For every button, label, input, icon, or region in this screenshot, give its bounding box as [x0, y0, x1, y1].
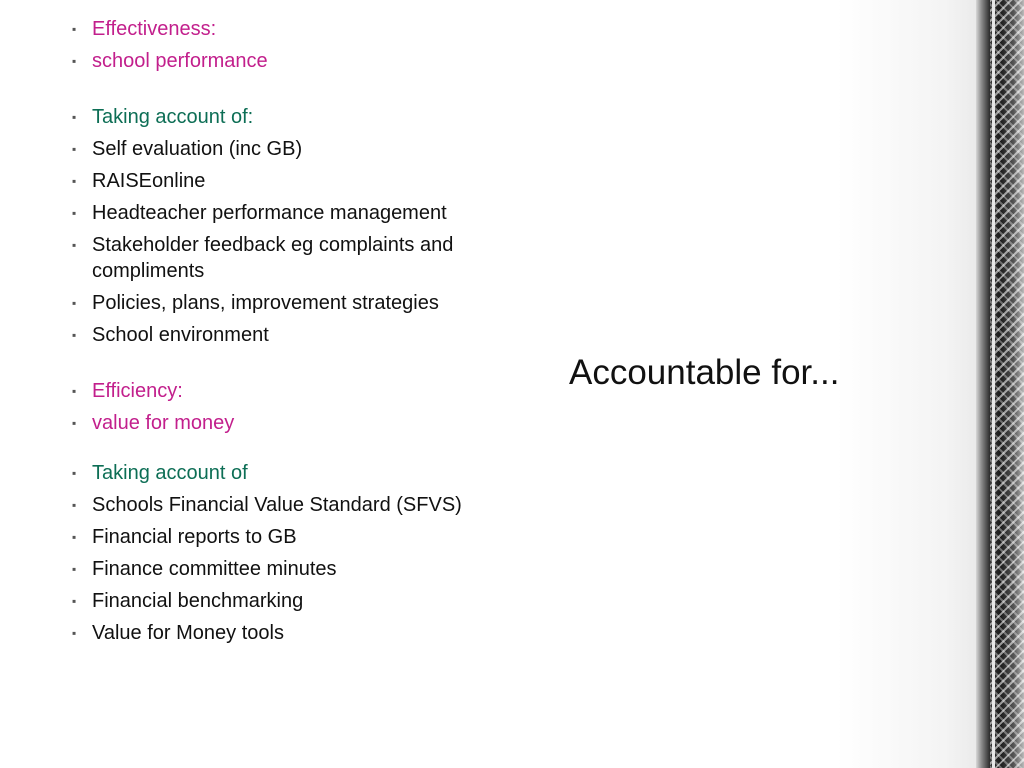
- bullet-list: [72, 16, 512, 652]
- square-bullet-icon: ▪: [72, 110, 77, 124]
- list-item: [72, 136, 512, 162]
- list-item-text: Efficiency:: [92, 380, 183, 402]
- slide-title: Accountable for...: [569, 353, 840, 392]
- list-item: [72, 410, 512, 436]
- square-bullet-icon: ▪: [72, 530, 77, 544]
- list-item: [72, 104, 512, 130]
- list-item-text: Self evaluation (inc GB): [92, 138, 303, 160]
- square-bullet-icon: ▪: [72, 594, 77, 608]
- list-item-text: Finance committee minutes: [92, 558, 337, 580]
- square-bullet-icon: ▪: [72, 416, 77, 430]
- list-item-text: RAISEonline: [92, 170, 206, 192]
- list-item: [72, 460, 512, 486]
- list-item-text: School environment: [92, 324, 269, 346]
- square-bullet-icon: ▪: [72, 626, 77, 640]
- list-item-text: school performance: [92, 50, 268, 72]
- decorative-edge-pattern: [990, 0, 1024, 768]
- square-bullet-icon: ▪: [72, 328, 77, 342]
- list-item: [72, 200, 512, 226]
- square-bullet-icon: ▪: [72, 142, 77, 156]
- square-bullet-icon: ▪: [72, 296, 77, 310]
- square-bullet-icon: ▪: [72, 562, 77, 576]
- list-item: [72, 16, 512, 42]
- list-item: [72, 524, 512, 550]
- list-item-text: Effectiveness:: [92, 18, 217, 40]
- list-item: [72, 168, 512, 194]
- list-item-text: value for money: [92, 412, 235, 434]
- list-item-text: Value for Money tools: [92, 622, 284, 644]
- list-item-text: Taking account of:: [92, 106, 254, 128]
- list-item: [72, 378, 512, 404]
- list-item: [72, 492, 512, 518]
- list-item: [72, 322, 512, 348]
- edge-highlight-line: [992, 0, 995, 768]
- slide-edge-shadow: [976, 0, 990, 768]
- square-bullet-icon: ▪: [72, 54, 77, 68]
- square-bullet-icon: ▪: [72, 384, 77, 398]
- square-bullet-icon: ▪: [72, 206, 77, 220]
- list-item: [72, 620, 512, 646]
- list-item-text: Policies, plans, improvement strategies: [92, 292, 439, 314]
- list-item-text: Schools Financial Value Standard (SFVS): [92, 494, 462, 516]
- list-item: [72, 556, 512, 582]
- square-bullet-icon: ▪: [72, 466, 77, 480]
- square-bullet-icon: ▪: [72, 174, 77, 188]
- list-item: [72, 588, 512, 614]
- list-item-text: Financial reports to GB: [92, 526, 297, 548]
- list-item: [72, 232, 512, 284]
- list-item: [72, 290, 512, 316]
- square-bullet-icon: ▪: [72, 498, 77, 512]
- list-item-text: Headteacher performance management: [92, 202, 447, 224]
- square-bullet-icon: ▪: [72, 238, 77, 252]
- square-bullet-icon: ▪: [72, 22, 77, 36]
- list-item: [72, 48, 512, 74]
- list-item-text: Stakeholder feedback eg complaints and compliments: [92, 234, 454, 282]
- list-item-text: Financial benchmarking: [92, 590, 304, 612]
- list-item-text: Taking account of: [92, 462, 248, 484]
